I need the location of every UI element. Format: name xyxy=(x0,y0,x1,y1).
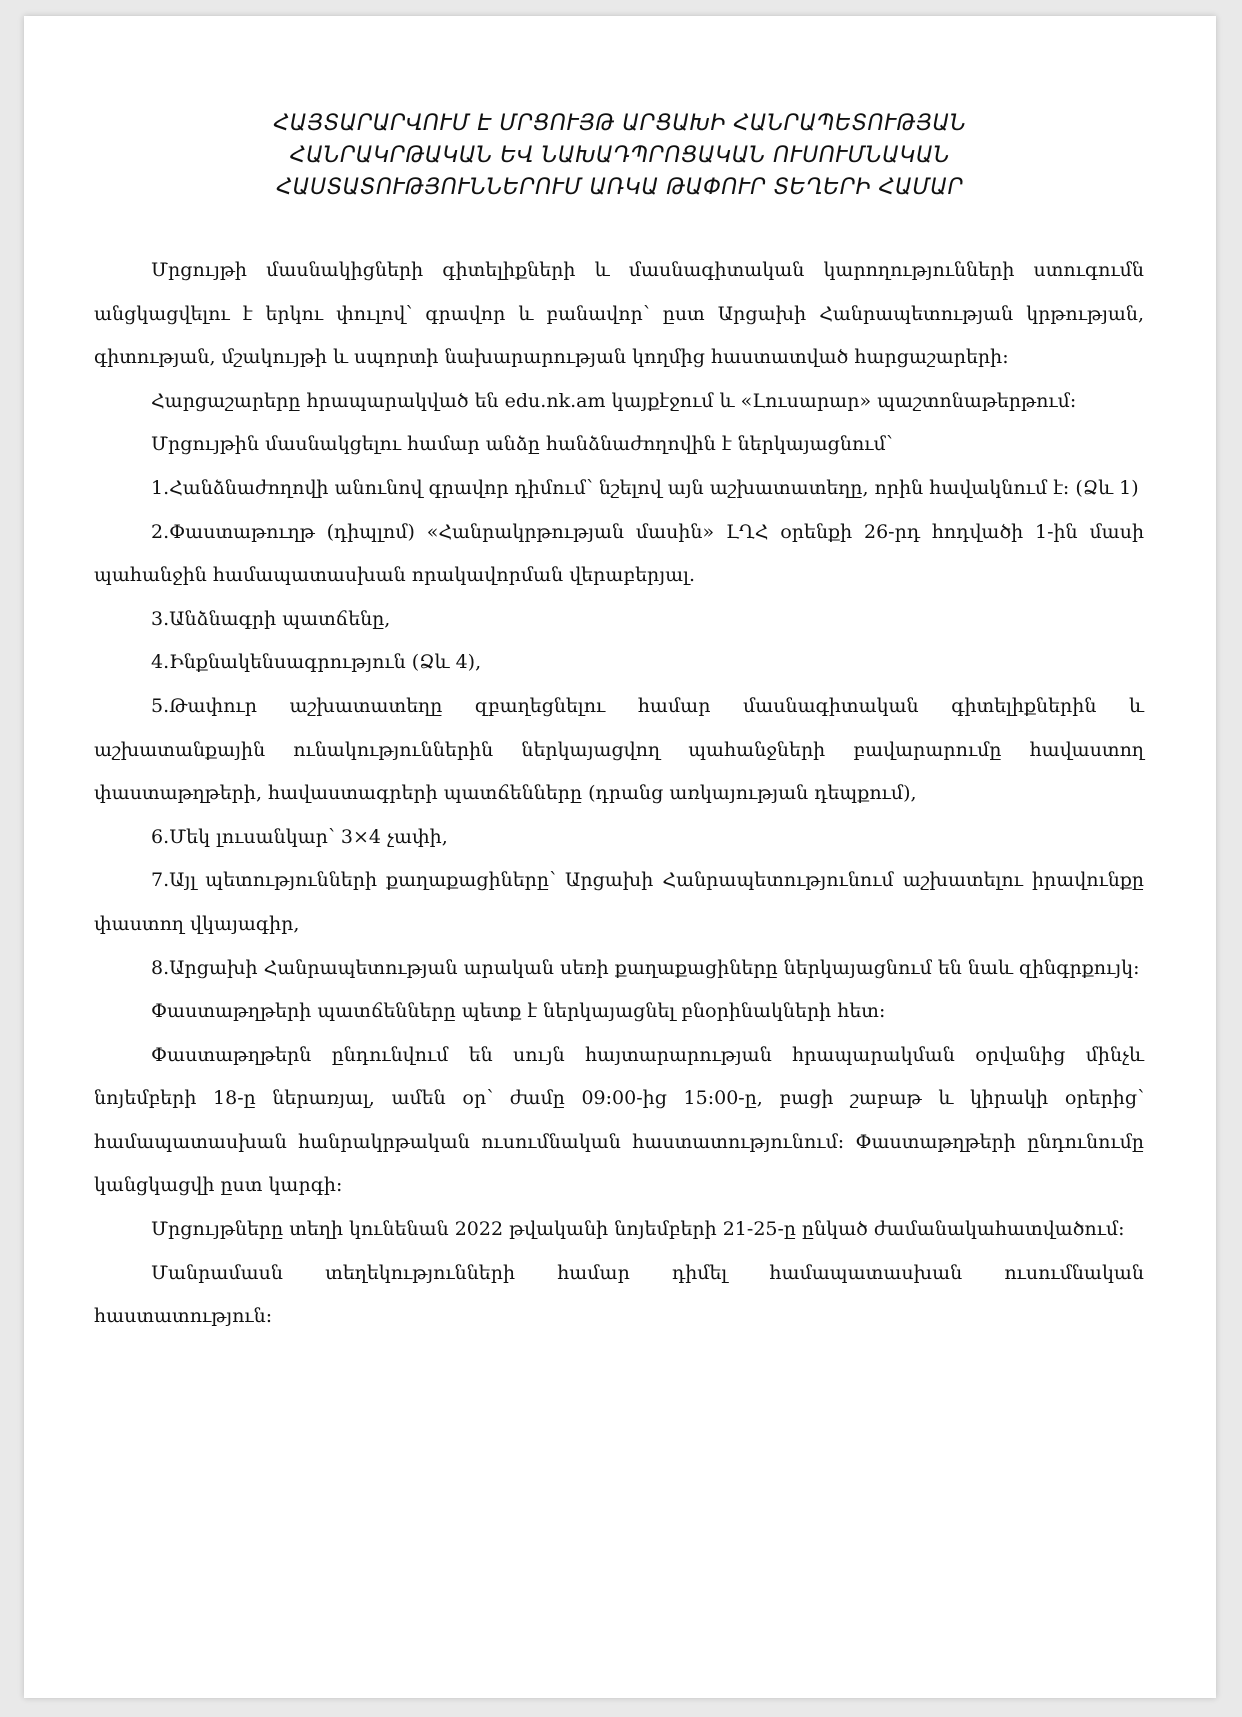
list-item-6: 6.Մեկ լուսանկար՝ 3×4 չափի, xyxy=(151,825,448,848)
paragraph-contact-info: Մանրամասն տեղեկությունների համար դիմել համապատասխան ուսումնական հաստատություն: xyxy=(94,1261,1144,1328)
paragraph-acceptance-period: Փաստաթղթերն ընդունվում են սույն հայտարարության հրապարակման օրվանից մինչև նոյեմբերի 18-ը ներառյալ, ամեն օր՝ ժամը 09:00-ից 15:00-ը, բացի շաբաթ և կիրակի օրերից՝ համապատասխան հանրակրթական ուսումնական հաստատությունում: Փաստաթղթերի ընդունումը կանցկացվի ըստ կարգի: xyxy=(94,1043,1144,1197)
document-title xyxy=(24,108,1216,204)
paragraph-contest-dates: Մրցույթները տեղի կունենան 2022 թվականի նոյեմբերի 21-25-ը ընկած ժամանակահատվածում: xyxy=(151,1218,1125,1241)
paragraph-copies-note: Փաստաթղթերի պատճենները պետք է ներկայացնել բնօրինակների հետ: xyxy=(151,1000,886,1023)
list-item-4: 4.Ինքնակենսագրություն (Ձև 4), xyxy=(151,651,482,674)
paragraph-intro: Մրցույթի մասնակիցների գիտելիքների և մասնագիտական կարողությունների ստուգումն անցկացվելու է երկու փուլով՝ գրավոր և բանավոր՝ ըստ Արցախի Հանրապետության կրթության, գիտության, մշակույթի և սպորտի նախարարության կողմից հաստատված հարցաշարերի: xyxy=(94,259,1144,369)
title-line-2: ՀԱՆՐԱԿՐԹԱԿԱՆ ԵՎ ՆԱԽԱԴՊՐՈՑԱԿԱՆ ՈՒՍՈՒՄՆԱԿԱՆ xyxy=(289,143,951,168)
list-item-5: 5.Թափուր աշխատատեղը զբաղեցնելու համար մասնագիտական գիտելիքներին և աշխատանքային ունակություններին ներկայացվող պահանջների բավարարումը հավաստող փաստաթղթերի, հավաստագրերի պատճենները (դրանց առկայության դեպքում), xyxy=(94,694,1144,805)
paragraph-submission-list-intro: Մրցույթին մասնակցելու համար անձը հանձնաժողովին է ներկայացնում՝ xyxy=(151,433,893,456)
title-line-1: ՀԱՅՏԱՐԱՐՎՈՒՄ Է ՄՐՑՈՒՅԹ ԱՐՑԱԽԻ ՀԱՆՐԱՊԵՏՈՒԹՅԱՆ xyxy=(273,111,967,136)
document-body xyxy=(94,249,1144,1339)
list-item-7: 7.Այլ պետությունների քաղաքացիները՝ Արցախի Հանրապետությունում աշխատելու իրավունքը փաստող վկայագիր, xyxy=(94,869,1144,935)
title-line-3: ՀԱՍՏԱՏՈՒԹՅՈՒՆՆԵՐՈՒՄ ԱՌԿԱ ԹԱՓՈՒՐ ՏԵՂԵՐԻ ՀԱՄԱՐ xyxy=(276,175,964,200)
list-item-8: 8.Արցախի Հանրապետության արական սեռի քաղաքացիները ներկայացնում են նաև զինգրքույկ: xyxy=(151,956,1140,979)
document-page xyxy=(24,16,1216,1698)
list-item-2: 2.Փաստաթուղթ (դիպլոմ) «Հանրակրթության մասին» ԼՂՀ օրենքի 26-րդ հոդվածի 1-ին մասի պահանջին համապատասխան որակավորման վերաբերյալ. xyxy=(94,520,1144,587)
list-item-3: 3.Անձնագրի պատճենը, xyxy=(151,607,391,630)
list-item-1: 1.Հանձնաժողովի անունով գրավոր դիմում՝ նշելով այն աշխատատեղը, որին հավակնում է: (Ձև 1) xyxy=(151,476,1139,499)
paragraph-questionnaires: Հարցաշարերը հրապարակված են edu.nk.am կայքէջում և «Լուսարար» պաշտոնաթերթում: xyxy=(151,389,1077,412)
